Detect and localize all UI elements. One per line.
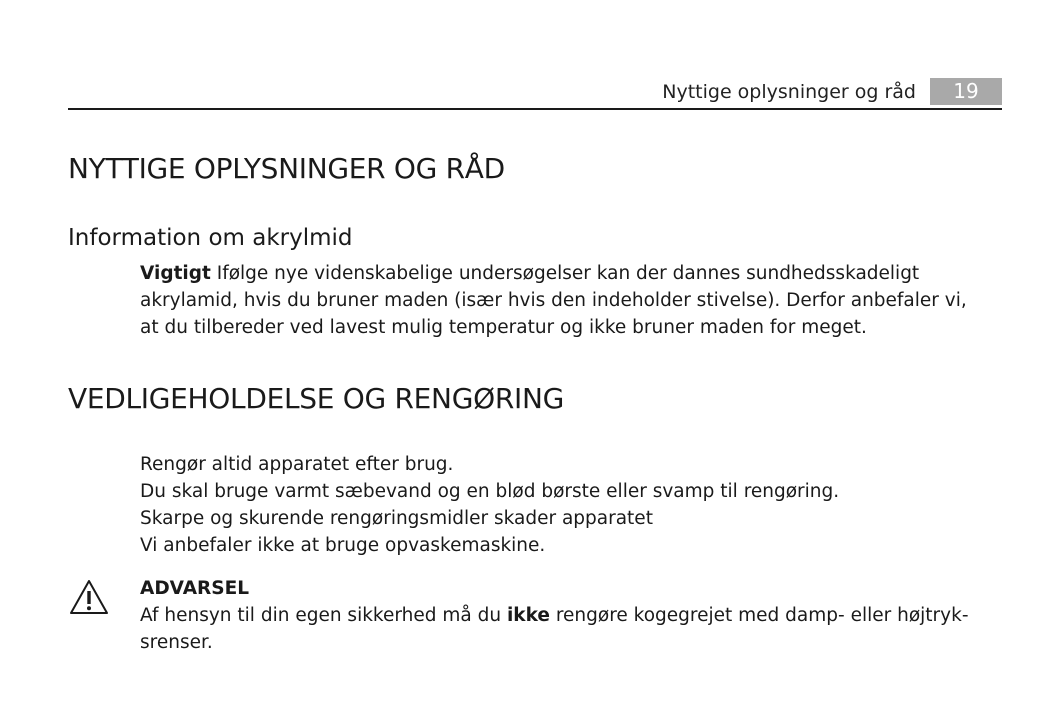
warning-block xyxy=(140,575,1005,656)
warning-title: ADVARSEL xyxy=(140,578,250,599)
header-divider xyxy=(68,108,1002,110)
subheading-acrylamide: Information om akrylmid xyxy=(68,225,353,251)
important-label: Vigtigt xyxy=(140,263,211,284)
acrylamide-line-1-text: Ifølge nye videnskabelige undersøgelser kan der dannes sundhedsskadeligt xyxy=(210,263,920,284)
section-heading-useful-info: NYTTIGE OPLYSNINGER OG RÅD xyxy=(68,152,505,185)
cleaning-line-4: Vi anbefaler ikke at bruge opvaskemaskine. xyxy=(140,535,546,556)
warning-line-1-end: rengøre kogegrejet med damp- eller højtryk- xyxy=(549,605,969,626)
warning-triangle-icon xyxy=(68,578,110,616)
page-number-badge xyxy=(930,78,1002,105)
acrylamide-line-2: akrylamid, hvis du bruner maden (især hvis den indeholder stivelse). Derfor anbefaler vi, xyxy=(140,290,967,311)
warning-line-2: srenser. xyxy=(140,632,213,653)
warning-emphasis: ikke xyxy=(506,605,550,626)
acrylamide-line-3: at du tilbereder ved lavest mulig temperatur og ikke bruner maden for meget. xyxy=(140,317,867,338)
cleaning-line-1: Rengør altid apparatet efter brug. xyxy=(140,454,454,475)
acrylamide-paragraph xyxy=(140,260,1005,341)
warning-line-1 xyxy=(140,602,1005,629)
cleaning-line-2: Du skal bruge varmt sæbevand og en blød børste eller svamp til rengøring. xyxy=(140,481,840,502)
acrylamide-line-1 xyxy=(140,260,1005,287)
running-header-title: Nyttige oplysninger og råd xyxy=(662,81,916,103)
page-number: 19 xyxy=(953,79,979,103)
cleaning-instructions xyxy=(140,451,1005,559)
warning-line-1-start: Af hensyn til din egen sikkerhed må du xyxy=(140,605,507,626)
section-heading-maintenance: VEDLIGEHOLDELSE OG RENGØRING xyxy=(68,382,564,415)
cleaning-line-3: Skarpe og skurende rengøringsmidler skader apparatet xyxy=(140,508,653,529)
